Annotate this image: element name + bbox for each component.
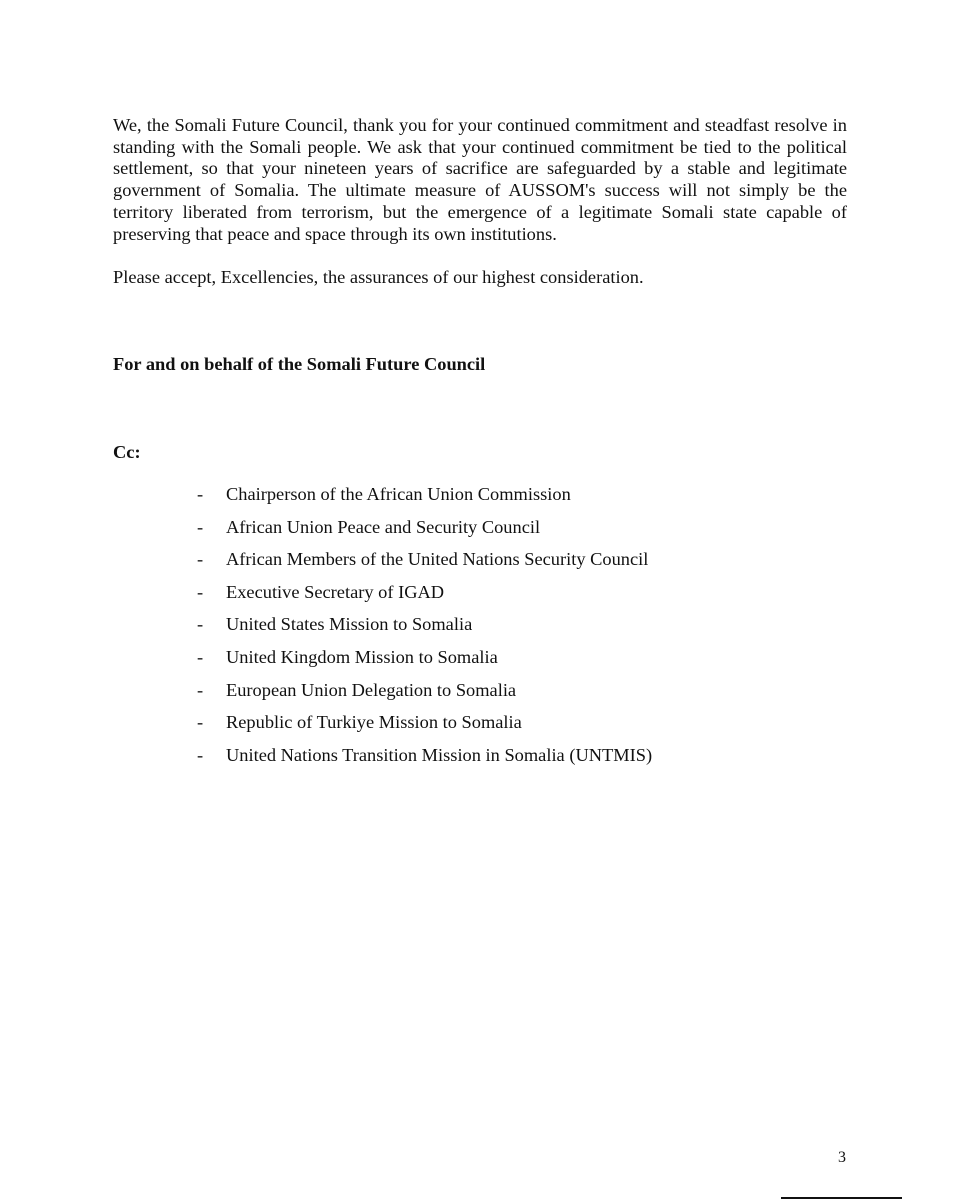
dash-bullet: - <box>197 614 204 635</box>
dash-bullet: - <box>197 712 204 733</box>
signoff-line: For and on behalf of the Somali Future Council <box>113 354 486 374</box>
cc-recipient-label: European Union Delegation to Somalia <box>226 679 517 700</box>
cc-recipient-list <box>197 482 652 775</box>
cc-recipient-label: African Members of the United Nations Security Council <box>226 549 649 570</box>
cc-recipient-item <box>197 580 652 613</box>
cc-recipient-item <box>197 612 652 645</box>
cc-recipient-item <box>197 743 652 776</box>
dash-bullet: - <box>197 484 204 504</box>
cc-recipient-item <box>197 515 652 548</box>
cc-recipient-label: United States Mission to Somalia <box>226 614 473 635</box>
dash-bullet: - <box>197 646 204 667</box>
cc-recipient-item <box>197 482 652 515</box>
cc-recipient-label: United Kingdom Mission to Somalia <box>226 646 498 667</box>
dash-bullet: - <box>197 516 204 537</box>
dash-bullet: - <box>197 744 204 765</box>
dash-bullet: - <box>197 679 204 700</box>
closing-line: Please accept, Excellencies, the assurances of our highest consideration. <box>113 267 644 287</box>
footer-divider <box>781 1197 902 1199</box>
cc-recipient-item <box>197 678 652 711</box>
cc-heading: Cc: <box>113 442 141 462</box>
cc-recipient-label: Executive Secretary of IGAD <box>226 581 445 602</box>
dash-bullet: - <box>197 549 204 570</box>
cc-recipient-item <box>197 645 652 678</box>
cc-recipient-label: Republic of Turkiye Mission to Somalia <box>226 712 522 733</box>
cc-recipient-item <box>197 710 652 743</box>
dash-bullet: - <box>197 581 204 602</box>
cc-recipient-item <box>197 547 652 580</box>
page-number: 3 <box>838 1149 846 1166</box>
cc-recipient-label: African Union Peace and Security Council <box>226 516 541 537</box>
cc-recipient-label: United Nations Transition Mission in Somalia (UNTMIS) <box>226 744 653 765</box>
body-paragraph: We, the Somali Future Council, thank you for your continued commitment and steadfast resolve in standing with the Somali people. We ask that your continued commitment be tied to the political settlement, so that your nineteen years of sacrifice are safeguarded by a stable and legitimate government of Somalia. The ultimate measure of AUSSOM's success will not simply be the territory liberated from terrorism, but the emergence of a legitimate Somali state capable of preserving that peace and space through its own institutions. <box>113 115 847 244</box>
cc-recipient-label: Chairperson of the African Union Commission <box>226 484 571 504</box>
